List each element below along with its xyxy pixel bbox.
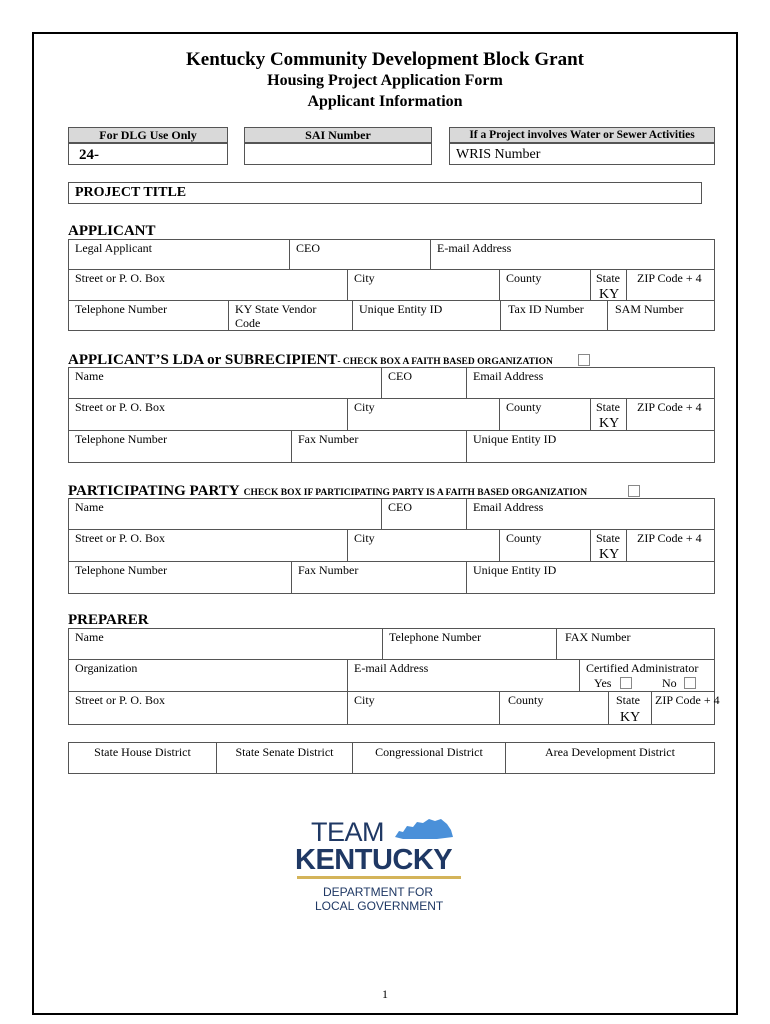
lda-county-field[interactable] [499, 398, 591, 431]
participating-email-label: Email Address [473, 500, 544, 514]
preparer-fax-field[interactable] [556, 628, 715, 660]
participating-uei-field[interactable] [466, 561, 715, 594]
certified-yes-checkbox[interactable] [620, 677, 632, 689]
lda-faith-note: - CHECK BOX A FAITH BASED ORGANIZATION [337, 357, 553, 367]
preparer-heading: PREPARER [68, 612, 149, 628]
participating-city-label: City [354, 531, 375, 545]
preparer-telephone-field[interactable] [382, 628, 557, 660]
form-title: Kentucky Community Development Block Grant [186, 49, 584, 70]
preparer-zip-field[interactable] [651, 691, 720, 725]
lda-telephone-label: Telephone Number [75, 432, 168, 446]
preparer-organization-label: Organization [75, 661, 138, 675]
vendor-code-label-line2: Code [235, 316, 261, 330]
logo-team-text: TEAM [311, 817, 385, 847]
participating-telephone-label: Telephone Number [75, 563, 168, 577]
applicant-email-label: E-mail Address [437, 241, 512, 255]
participating-name-field[interactable] [68, 498, 382, 530]
lda-ceo-field[interactable] [381, 367, 467, 399]
area-development-district-label: Area Development District [545, 745, 675, 759]
project-title-field[interactable] [68, 182, 702, 204]
area-development-district-field[interactable] [505, 742, 715, 774]
sai-number-field[interactable] [244, 143, 432, 165]
participating-uei-label: Unique Entity ID [473, 563, 557, 577]
lda-state-field[interactable] [590, 398, 627, 431]
state-senate-district-label: State Senate District [235, 745, 334, 759]
applicant-email-field[interactable] [430, 239, 715, 270]
lda-ceo-label: CEO [388, 369, 412, 383]
certified-administrator-label: Certified Administrator [586, 661, 699, 675]
lda-city-label: City [354, 400, 375, 414]
applicant-telephone-field[interactable] [68, 300, 229, 331]
participating-state-label: State [596, 531, 620, 545]
preparer-email-field[interactable] [347, 659, 580, 692]
page-number: 1 [382, 987, 388, 1001]
participating-ceo-field[interactable] [381, 498, 467, 530]
certified-administrator-field [579, 659, 715, 692]
kentucky-state-icon [395, 819, 453, 839]
participating-state-value: KY [599, 547, 620, 562]
preparer-email-label: E-mail Address [354, 661, 429, 675]
sam-number-label: SAM Number [615, 302, 684, 316]
vendor-code-field[interactable] [228, 300, 353, 331]
lda-heading: APPLICANT’S LDA or SUBRECIPIENT [68, 352, 338, 368]
wris-number-field[interactable] [449, 143, 715, 165]
applicant-county-label: County [506, 271, 542, 285]
certified-no-label: No [662, 676, 677, 690]
vendor-code-label-line1: KY State Vendor [235, 302, 317, 316]
participating-fax-label: Fax Number [298, 563, 359, 577]
participating-name-label: Name [75, 500, 104, 514]
lda-uei-label: Unique Entity ID [473, 432, 557, 446]
preparer-state-label: State [616, 693, 640, 707]
applicant-street-field[interactable] [68, 269, 348, 301]
state-senate-district-field[interactable] [216, 742, 353, 774]
dlg-use-header: For DLG Use Only [68, 127, 228, 143]
participating-city-field[interactable] [347, 529, 500, 562]
participating-telephone-field[interactable] [68, 561, 292, 594]
preparer-county-field[interactable] [499, 691, 609, 725]
preparer-city-field[interactable] [347, 691, 500, 725]
applicant-state-label: State [596, 271, 620, 285]
sai-number-header: SAI Number [244, 127, 432, 143]
project-title-label: PROJECT TITLE [75, 185, 187, 200]
legal-applicant-label: Legal Applicant [75, 241, 152, 255]
lda-street-label: Street or P. O. Box [75, 400, 165, 414]
participating-county-label: County [506, 531, 542, 545]
preparer-street-label: Street or P. O. Box [75, 693, 165, 707]
tax-id-field[interactable] [500, 300, 608, 331]
preparer-organization-field[interactable] [68, 659, 348, 692]
participating-fax-field[interactable] [291, 561, 467, 594]
preparer-street-field[interactable] [68, 691, 348, 725]
form-section-title: Applicant Information [307, 93, 463, 110]
congressional-district-label: Congressional District [375, 745, 483, 759]
certified-yes-label: Yes [594, 676, 612, 690]
participating-heading: PARTICIPATING PARTY [68, 483, 240, 499]
participating-zip-label: ZIP Code + 4 [637, 531, 702, 545]
participating-state-field[interactable] [590, 529, 627, 562]
applicant-state-field[interactable] [590, 269, 627, 301]
participating-faith-checkbox[interactable] [628, 485, 640, 497]
logo-kentucky-text: KENTUCKY [295, 844, 453, 876]
lda-fax-field[interactable] [291, 430, 467, 463]
preparer-fax-label: FAX Number [565, 630, 631, 644]
lda-name-field[interactable] [68, 367, 382, 399]
preparer-county-label: County [508, 693, 544, 707]
lda-street-field[interactable] [68, 398, 348, 431]
state-house-district-field[interactable] [68, 742, 217, 774]
applicant-city-field[interactable] [347, 269, 500, 301]
applicant-uei-label: Unique Entity ID [359, 302, 443, 316]
logo-dept-line1: DEPARTMENT FOR [323, 885, 434, 899]
lda-state-value: KY [599, 416, 620, 431]
lda-zip-field[interactable] [626, 398, 715, 431]
kentucky-logo-graphic [295, 815, 475, 915]
preparer-state-value: KY [620, 710, 641, 725]
water-sewer-header: If a Project involves Water or Sewer Activities [449, 127, 715, 143]
lda-fax-label: Fax Number [298, 432, 359, 446]
lda-faith-checkbox[interactable] [578, 354, 590, 366]
wris-number-label: WRIS Number [456, 147, 541, 162]
certified-no-checkbox[interactable] [684, 677, 696, 689]
participating-street-field[interactable] [68, 529, 348, 562]
preparer-city-label: City [354, 693, 375, 707]
applicant-zip-label: ZIP Code + 4 [637, 271, 702, 285]
dlg-use-value: 24- [79, 147, 99, 163]
lda-uei-field[interactable] [466, 430, 715, 463]
logo-dept-line2: LOCAL GOVERNMENT [315, 899, 444, 913]
lda-city-field[interactable] [347, 398, 500, 431]
applicant-heading: APPLICANT [68, 223, 156, 239]
lda-heading-line [68, 352, 553, 368]
lda-state-label: State [596, 400, 620, 414]
lda-email-field[interactable] [466, 367, 715, 399]
participating-faith-note: CHECK BOX IF PARTICIPATING PARTY IS A FAITH BASED ORGANIZATION [243, 488, 588, 498]
lda-county-label: County [506, 400, 542, 414]
preparer-name-label: Name [75, 630, 104, 644]
applicant-street-label: Street or P. O. Box [75, 271, 165, 285]
participating-ceo-label: CEO [388, 500, 412, 514]
logo-gold-rule [297, 876, 461, 879]
participating-email-field[interactable] [466, 498, 715, 530]
participating-street-label: Street or P. O. Box [75, 531, 165, 545]
tax-id-label: Tax ID Number [508, 302, 584, 316]
applicant-zip-field[interactable] [626, 269, 715, 301]
applicant-state-value: KY [599, 287, 620, 302]
team-kentucky-logo [295, 815, 475, 915]
lda-telephone-field[interactable] [68, 430, 292, 463]
lda-email-label: Email Address [473, 369, 544, 383]
applicant-county-field[interactable] [499, 269, 591, 301]
applicant-telephone-label: Telephone Number [75, 302, 168, 316]
lda-name-label: Name [75, 369, 104, 383]
preparer-state-field[interactable] [608, 691, 652, 725]
legal-applicant-field[interactable] [68, 239, 290, 270]
participating-zip-field[interactable] [626, 529, 715, 562]
form-subtitle: Housing Project Application Form [267, 72, 503, 89]
preparer-telephone-label: Telephone Number [389, 630, 482, 644]
applicant-city-label: City [354, 271, 375, 285]
applicant-uei-field[interactable] [352, 300, 501, 331]
congressional-district-field[interactable] [352, 742, 506, 774]
preparer-zip-label: ZIP Code + 4 [655, 693, 720, 707]
participating-county-field[interactable] [499, 529, 591, 562]
applicant-ceo-label: CEO [296, 241, 320, 255]
participating-heading-line [68, 483, 587, 499]
state-house-district-label: State House District [94, 745, 191, 759]
preparer-name-field[interactable] [68, 628, 383, 660]
dlg-use-field[interactable] [68, 143, 228, 165]
applicant-ceo-field[interactable] [289, 239, 431, 270]
sam-number-field[interactable] [607, 300, 715, 331]
lda-zip-label: ZIP Code + 4 [637, 400, 702, 414]
